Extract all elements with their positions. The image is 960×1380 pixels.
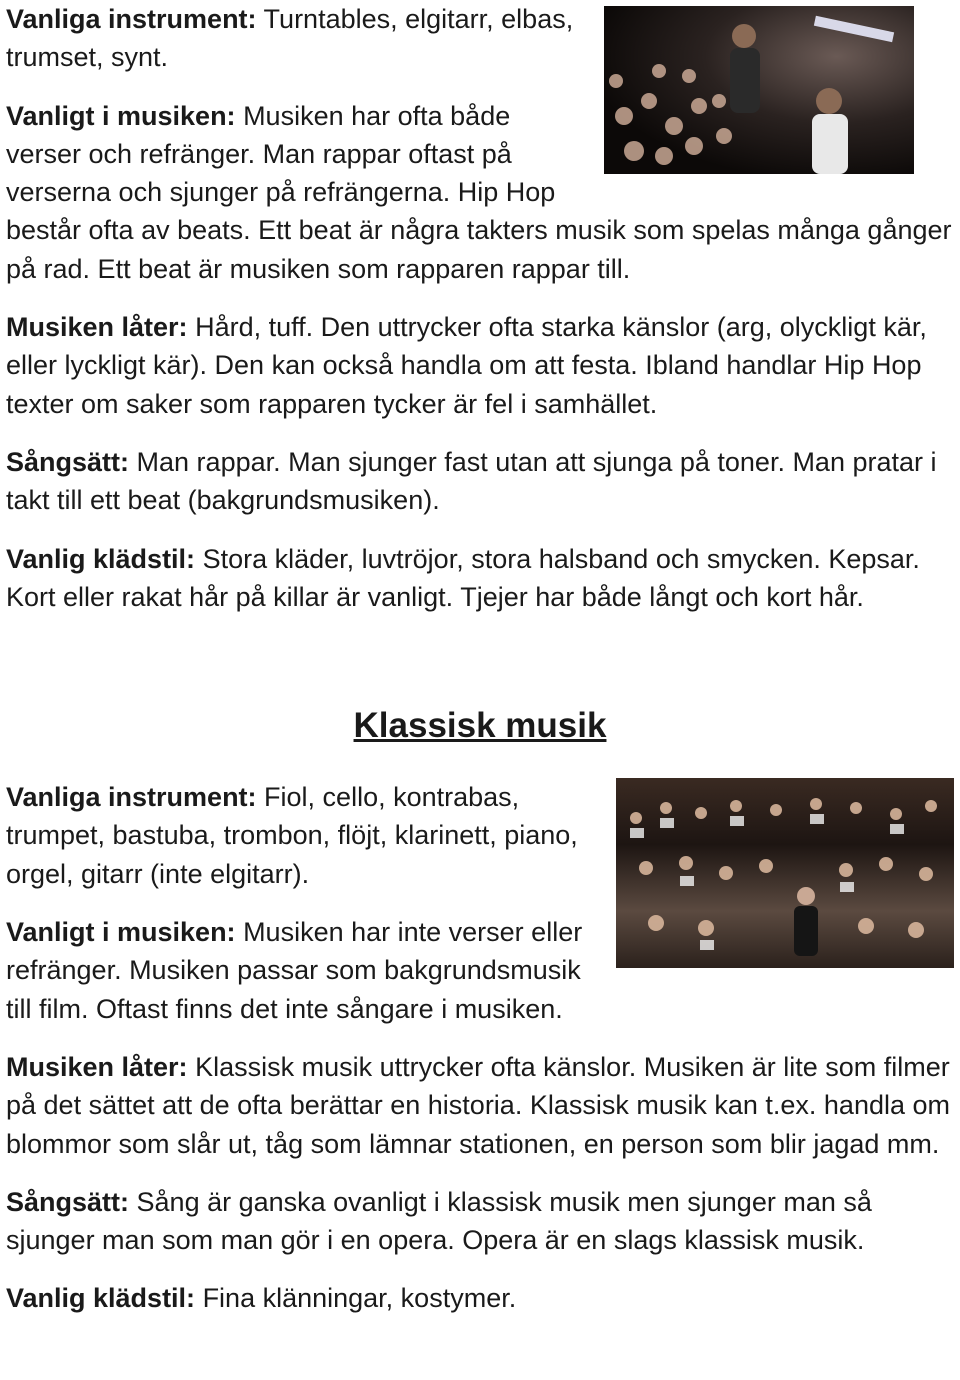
classical-section: [6, 704, 954, 1318]
paragraph-label: Vanlig klädstil:: [6, 1283, 196, 1314]
paragraph-text: Hård, tuff. Den uttrycker ofta starka känslor (arg, olyckligt kär, eller lyckligt kär). Den kan också handla om att festa. Ibland handlar Hip Hop texter om saker som rapparen tycker är fel i samhället.: [6, 312, 927, 419]
classical-singing-paragraph: [6, 1183, 954, 1260]
paragraph-label: Vanliga instrument:: [6, 782, 257, 813]
paragraph-text: Fiol, cello, kontrabas, trumpet, bastuba, trombon, flöjt, klarinett, piano, orgel, gitarr (inte elgitarr).: [6, 782, 578, 889]
paragraph-label: Sångsätt:: [6, 1186, 130, 1217]
classical-clothing-paragraph: [6, 1279, 954, 1317]
paragraph-label: Sångsätt:: [6, 446, 130, 477]
orchestra-photo: [616, 778, 954, 968]
paragraph-label: Musiken låter:: [6, 1051, 188, 1082]
paragraph-label: Vanligt i musiken:: [6, 917, 236, 948]
paragraph-label: Musiken låter:: [6, 312, 188, 343]
hiphop-sound-paragraph: [6, 308, 954, 423]
paragraph-label: Vanligt i musiken:: [6, 100, 236, 131]
paragraph-text: Klassisk musik uttrycker ofta känslor. Musiken är lite som filmer på det sättet att de ofta berättar en historia. Klassisk musik kan t.ex. handla om blommor som slår ut, tåg som lämnar stationen, en person som blir jagad mm.: [6, 1051, 950, 1159]
paragraph-label: Vanlig klädstil:: [6, 543, 196, 574]
hiphop-section: [6, 0, 954, 616]
paragraph-label: Vanliga instrument:: [6, 4, 257, 34]
classical-sound-paragraph: [6, 1048, 954, 1163]
orchestra-photo-illustration: [616, 778, 954, 968]
paragraph-text: Man rappar. Man sjunger fast utan att sjunga på toner. Man pratar i takt till ett beat (bakgrundsmusiken).: [6, 446, 937, 516]
paragraph-text: Turntables, elgitarr, elbas, trumset, synt.: [6, 4, 574, 73]
hiphop-photo-illustration: [604, 6, 914, 174]
paragraph-text: Stora kläder, luvtröjor, stora halsband och smycken. Kepsar. Kort eller rakat hår på killar är vanligt. Tjejer har både långt och kort hår.: [6, 543, 920, 612]
classical-heading: Klassisk musik: [353, 706, 607, 746]
hiphop-singing-paragraph: [6, 443, 954, 520]
paragraph-text: Sång är ganska ovanligt i klassisk musik men sjunger man så sjunger man som man gör i en opera. Opera är en slags klassisk musik.: [6, 1186, 872, 1256]
hiphop-concert-photo: [604, 6, 914, 174]
paragraph-text: Musiken har ofta både verser och refränger. Man rappar oftast på verserna och sjunger på refrängerna. Hip Hop består ofta av beats. Ett beat är några takters musik som spelas många gånger på rad. Ett beat är musiken som rapparen rappar till.: [6, 100, 952, 284]
hiphop-clothing-paragraph: [6, 540, 954, 617]
paragraph-text: Musiken har inte verser eller refränger. Musiken passar som bakgrundsmusik till film. Oftast finns det inte sångare i musiken.: [6, 917, 583, 1024]
paragraph-text: Fina klänningar, kostymer.: [195, 1283, 517, 1314]
